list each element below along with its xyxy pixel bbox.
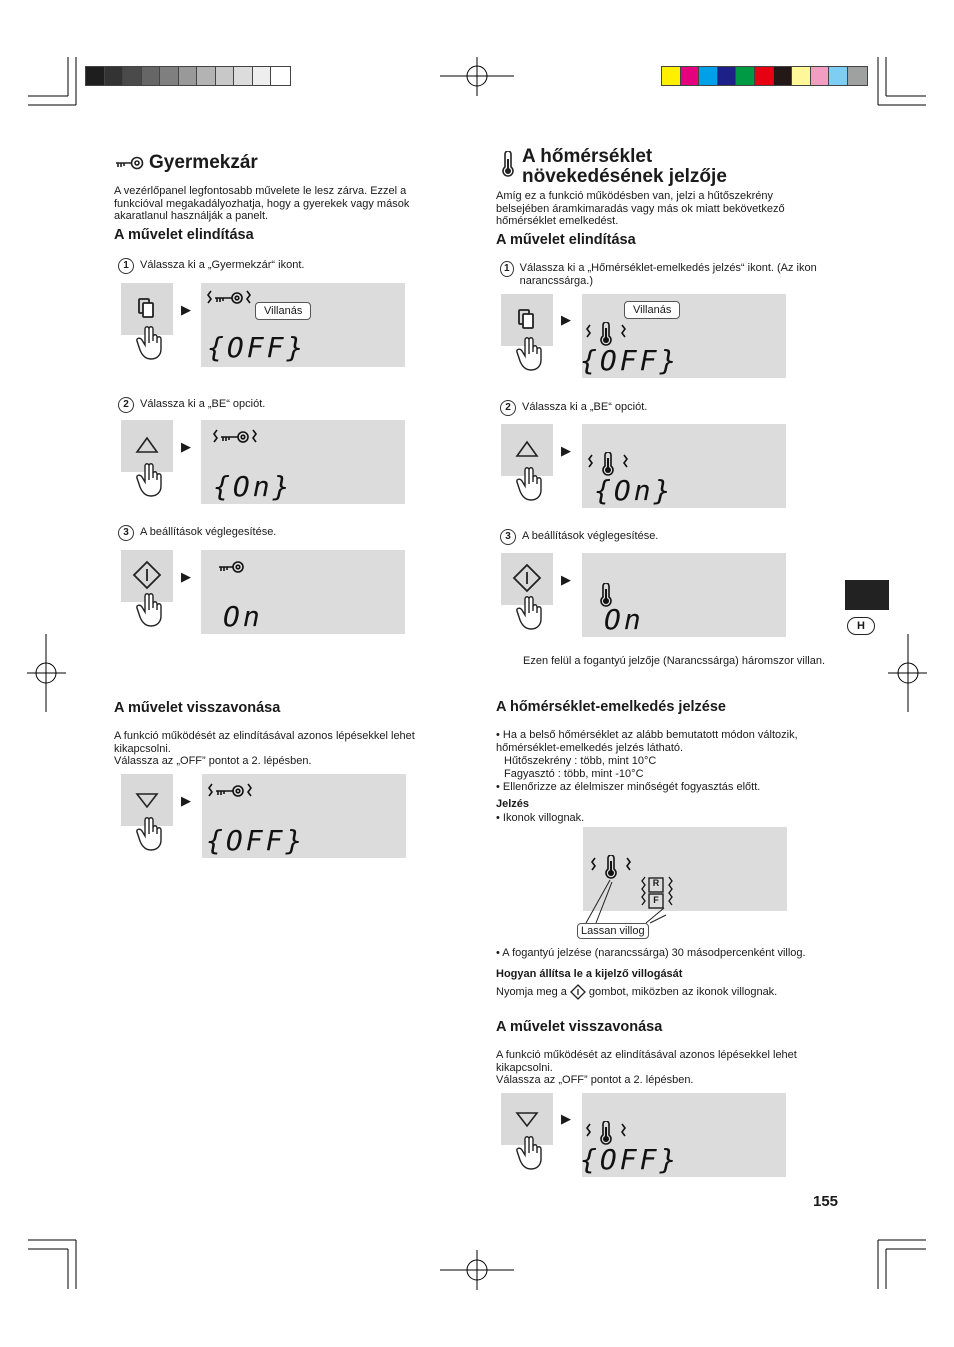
display-panel: {OFF} — [202, 774, 406, 858]
key-icon-flashing — [213, 428, 257, 448]
confirm-button[interactable] — [501, 553, 553, 605]
confirm-diamond-icon — [134, 562, 160, 588]
right-cancel-text-2: Válassza az „OFF” pontot a 2. lépésben. — [496, 1074, 694, 1086]
lcd-value: On — [613, 474, 654, 507]
step-number: 1 — [500, 261, 514, 277]
page-title-child-lock: Gyermekzár — [149, 152, 258, 173]
arrow-right-icon: ▶ — [181, 439, 191, 454]
color-swatch — [718, 67, 737, 85]
slow-blink-callout: Lassan villog — [577, 923, 649, 939]
step-text: Válassza ki a „Gyermekzár“ ikont. — [140, 259, 305, 271]
left-cancel-text-2: Válassza az „OFF” pontot a 2. lépésben. — [114, 755, 312, 767]
language-tab-block — [845, 580, 889, 610]
gray-swatch — [105, 67, 124, 85]
right-cancel-text-1: A funkció működését az elindításával azonos lépésekkel lehet kikapcsolni. — [496, 1049, 797, 1074]
page-title-temp-line2: növekedésének jelzője — [522, 166, 727, 187]
thermometer-icon-flashing — [588, 452, 628, 476]
step-text: A beállítások véglegesítése. — [522, 530, 659, 542]
key-icon-flashing — [207, 289, 251, 309]
select-icon-button[interactable] — [121, 283, 173, 335]
right-cancel-heading: A művelet visszavonása — [496, 1019, 663, 1035]
right-step-3 — [500, 529, 658, 545]
lcd-value: On — [232, 470, 273, 503]
display-panel: Villanás {OFF} — [582, 294, 786, 378]
jelzes-text: • Ikonok villognak. — [496, 812, 585, 824]
display-panel — [201, 283, 405, 367]
thermometer-icon — [500, 151, 516, 177]
hand-pointer-icon — [517, 1137, 541, 1169]
thermometer-icon-flashing — [586, 1121, 626, 1145]
display-panel: {On} — [582, 424, 786, 508]
color-swatch — [755, 67, 774, 85]
howto-post: gombot, miközben az ikonok villognak. — [588, 985, 778, 998]
hand-pointer-icon — [517, 338, 541, 370]
lcd-brace-right: } — [286, 331, 307, 364]
key-icon — [217, 560, 247, 576]
lcd-value: OFF — [599, 1143, 660, 1176]
color-swatch — [662, 67, 681, 85]
arrow-right-icon: ▶ — [561, 1111, 571, 1126]
fridge-threshold: Hűtőszekrény : több, mint 10°C — [504, 755, 657, 767]
lcd-value: OFF — [599, 344, 660, 377]
step-number: 2 — [500, 400, 516, 416]
confirm-diamond-icon — [569, 984, 587, 1000]
rf-label-r: R — [652, 878, 660, 888]
color-swatch — [811, 67, 830, 85]
left-cancel-heading: A művelet visszavonása — [114, 700, 281, 716]
up-button[interactable] — [501, 424, 553, 476]
up-button[interactable] — [121, 420, 173, 472]
hand-pointer-icon — [137, 818, 161, 850]
rf-label-f: F — [653, 895, 659, 905]
display-panel — [201, 550, 405, 634]
signal-heading: A hőmérséklet-emelkedés jelzése — [496, 699, 726, 715]
page-number: 155 — [813, 1193, 839, 1210]
left-step-3 — [118, 525, 276, 541]
step-number: 1 — [118, 258, 134, 274]
hand-pointer-icon — [517, 468, 541, 500]
color-swatch — [774, 67, 793, 85]
arrow-right-icon: ▶ — [561, 312, 571, 327]
up-triangle-icon — [137, 438, 157, 452]
gray-swatch — [271, 67, 290, 85]
left-step-2 — [118, 397, 265, 413]
confirm-diamond-icon — [514, 565, 540, 591]
confirm-button[interactable] — [121, 550, 173, 602]
signal-bullet-2: • Ellenőrizze az élelmiszer minőségét fogyasztás előtt. — [496, 781, 761, 793]
left-cancel-text-1: A funkció működését az elindításával azonos lépésekkel lehet kikapcsolni. — [114, 730, 415, 755]
child-lock-intro: A vezérlőpanel legfontosabb művelete le lesz zárva. Ezzel a funkcióval megakadályozhatja, hogy a gyerekek vagy mások akaratlanul használják a panelt. — [114, 185, 410, 222]
hand-pointer-icon — [137, 464, 161, 496]
color-swatch — [848, 67, 867, 85]
lcd-value: On — [223, 600, 263, 633]
flash-callout: Villanás — [624, 301, 680, 319]
howto-heading: Hogyan állítsa le a kijelző villogását — [496, 968, 683, 980]
arrow-right-icon: ▶ — [181, 569, 191, 584]
gray-swatch — [216, 67, 235, 85]
page-title-temp-line1: A hőmérséklet — [522, 146, 653, 167]
gray-swatch — [123, 67, 142, 85]
signal-bullet-1: • Ha a belső hőmérséklet az alább bemutatott módon változik, hőmérséklet-emelkedés jelzés látható. — [496, 729, 798, 754]
arrow-right-icon: ▶ — [181, 793, 191, 808]
color-swatch — [829, 67, 848, 85]
right-step-1 — [500, 261, 830, 287]
lcd-brace-left: { — [207, 331, 227, 364]
arrow-right-icon: ▶ — [181, 302, 191, 317]
left-step-1 — [118, 258, 304, 274]
step-number: 3 — [118, 525, 134, 541]
down-button[interactable] — [121, 774, 173, 826]
color-swatch — [792, 67, 811, 85]
right-step-2 — [500, 400, 647, 416]
display-panel: {OFF} — [582, 1093, 786, 1177]
arrow-right-icon: ▶ — [561, 572, 571, 587]
step-text: A beállítások véglegesítése. — [140, 526, 277, 538]
display-panel: {On} — [201, 420, 405, 504]
down-triangle-icon — [517, 1113, 537, 1126]
right-start-heading: A művelet elindítása — [496, 232, 636, 248]
color-swatch — [736, 67, 755, 85]
flash-callout: Villanás — [255, 302, 311, 320]
thermometer-icon-flashing — [586, 322, 626, 346]
jelzes-label: Jelzés — [496, 798, 530, 810]
gray-swatch — [86, 67, 105, 85]
step-text: Válassza ki a „BE“ opciót. — [140, 398, 266, 410]
down-button[interactable] — [501, 1093, 553, 1145]
step-number: 2 — [118, 397, 134, 413]
display-panel — [582, 553, 786, 637]
hand-pointer-icon — [137, 327, 161, 359]
hand-pointer-icon — [517, 597, 541, 629]
left-start-heading: A művelet elindítása — [114, 227, 254, 243]
key-icon-flashing — [208, 782, 252, 802]
hand-pointer-icon — [137, 594, 161, 626]
up-triangle-icon — [517, 442, 537, 456]
gray-swatch — [160, 67, 179, 85]
gray-swatch — [142, 67, 161, 85]
lcd-value: OFF — [226, 331, 287, 364]
handle-blink-note: • A fogantyú jelzése (narancssárga) 30 másodpercenként villog. — [496, 947, 806, 959]
gray-swatch — [197, 67, 216, 85]
down-triangle-icon — [137, 794, 157, 807]
gray-swatch — [234, 67, 253, 85]
key-icon — [114, 155, 144, 171]
select-icon-button[interactable] — [501, 294, 553, 346]
temp-alarm-intro: Amíg ez a funkció működésben van, jelzi a hűtőszekrény belsejében áramkimaradás vagy más ok miatt bekövetkező hőmérséklet emelkedést. — [496, 190, 785, 227]
step-text: Válassza ki a „Hőmérséklet-emelkedés jelzés“ ikont. (Az ikon narancssárga.) — [519, 262, 817, 287]
arrow-right-icon: ▶ — [561, 443, 571, 458]
step-number: 3 — [500, 529, 516, 545]
color-swatch — [699, 67, 718, 85]
lcd-value: On — [604, 603, 644, 636]
howto-text — [496, 984, 777, 1000]
color-swatch — [681, 67, 700, 85]
freezer-threshold: Fagyasztó : több, mint -10°C — [504, 768, 644, 780]
lcd-value: OFF — [225, 824, 286, 857]
handle-indicator-note: Ezen felül a fogantyú jelzője (Narancssárga) háromszor villan. — [523, 655, 826, 667]
gray-swatch — [179, 67, 198, 85]
gray-swatch — [253, 67, 272, 85]
language-tab-label: H — [847, 617, 875, 635]
howto-pre: Nyomja meg a — [496, 985, 567, 998]
step-text: Válassza ki a „BE“ opciót. — [522, 401, 648, 413]
